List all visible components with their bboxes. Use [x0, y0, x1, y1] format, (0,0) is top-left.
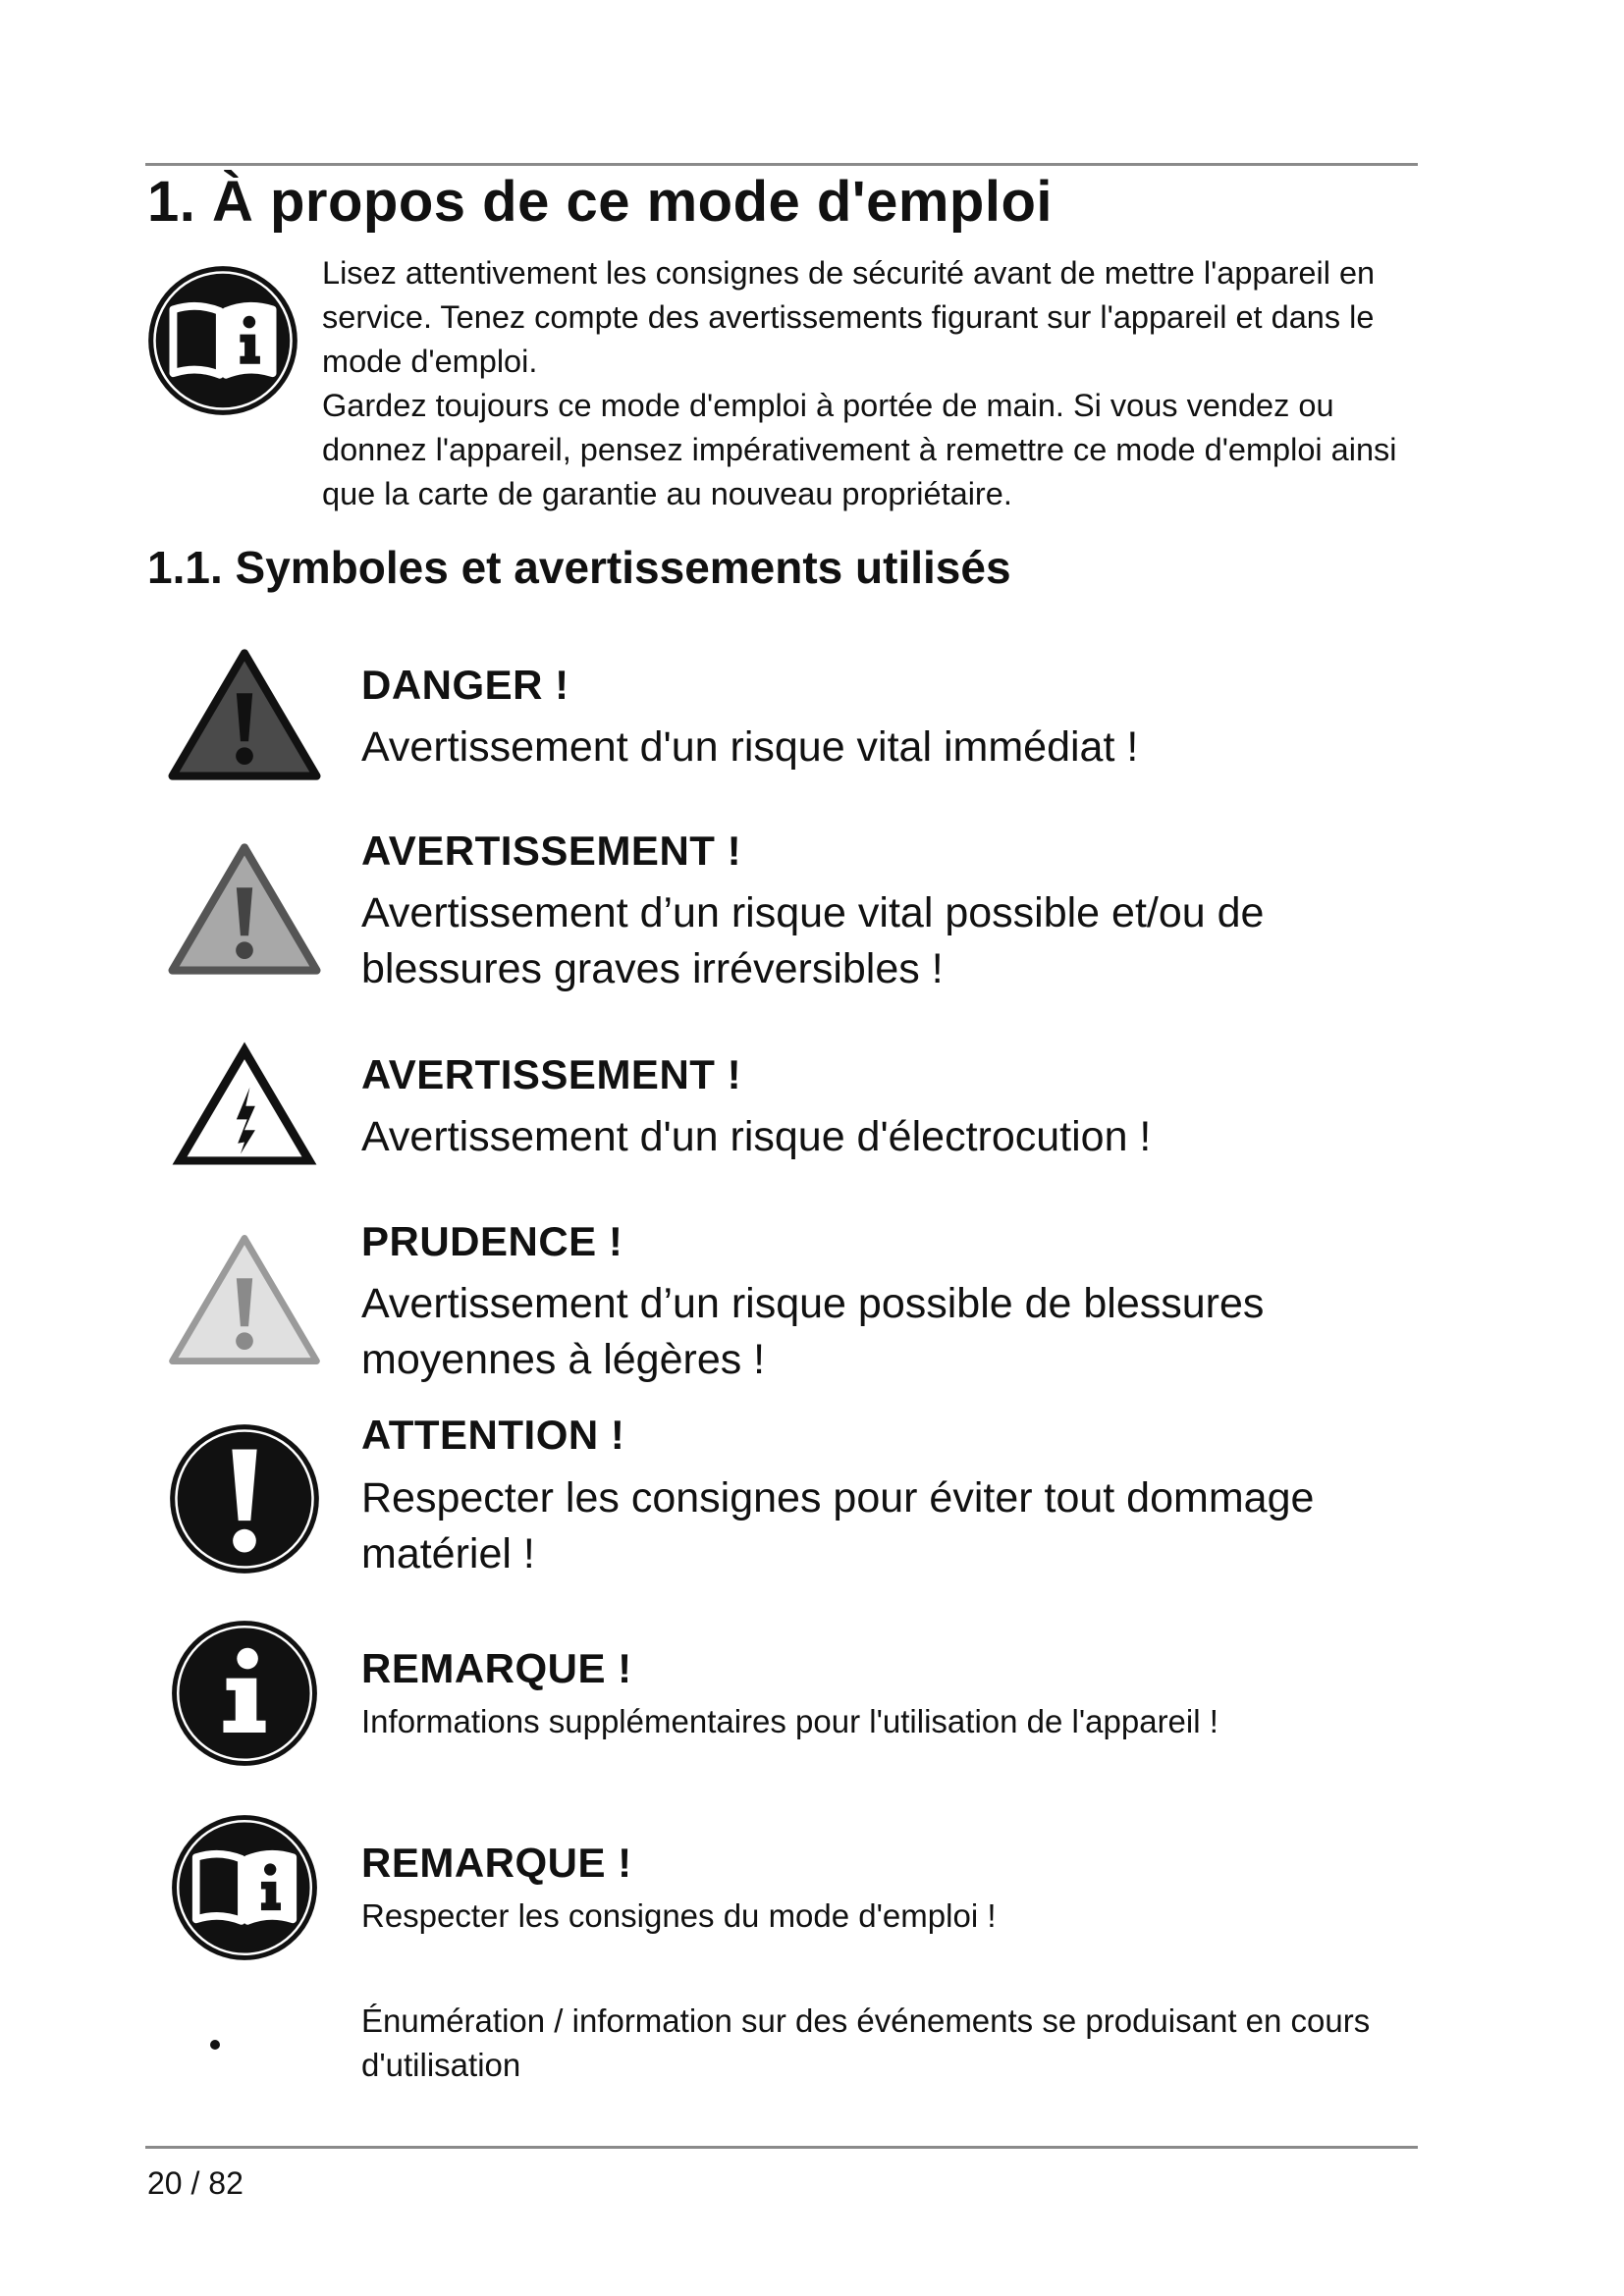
symbol-description: Informations supplémentaires pour l'utilisation de l'appareil ! — [361, 1703, 1218, 1739]
warning-triangle-icon — [167, 842, 322, 976]
section-title: 1.1. Symboles et avertissements utilisés — [147, 542, 1011, 593]
page-number: 20 / 82 — [147, 2165, 244, 2201]
symbol-title: REMARQUE ! — [361, 1645, 632, 1691]
symbol-title: AVERTISSEMENT ! — [361, 828, 742, 874]
caution-triangle-icon — [167, 1233, 322, 1366]
intro-text — [322, 251, 1422, 516]
symbol-description: Avertissement d’un risque vital possible et/ou de blessures graves irréversibles ! — [361, 889, 1265, 992]
symbol-title: DANGER ! — [361, 662, 569, 708]
symbol-title: ATTENTION ! — [361, 1412, 625, 1458]
top-rule — [145, 163, 1418, 166]
symbol-title: AVERTISSEMENT ! — [361, 1051, 742, 1097]
intro-paragraph: Gardez toujours ce mode d'emploi à portée de main. Si vous vendez ou donnez l'appareil, pensez impérativement à remettre ce mode d'emploi ainsi que la carte de garantie au nouveau propriétaire. — [322, 388, 1397, 511]
symbol-description: Respecter les consignes du mode d'emploi ! — [361, 1897, 997, 1934]
symbol-description: Avertissement d'un risque vital immédiat ! — [361, 723, 1139, 771]
symbol-description: Respecter les consignes pour éviter tout dommage matériel ! — [361, 1474, 1315, 1577]
electric-shock-triangle-icon — [167, 1037, 322, 1170]
manual-info-icon — [169, 1812, 320, 1963]
danger-triangle-icon — [167, 648, 322, 781]
bullet-dot-icon — [210, 2040, 220, 2050]
bullet-description: Énumération / information sur des événements se produisant en cours d'utilisation — [361, 2002, 1371, 2083]
info-circle-icon — [169, 1618, 320, 1769]
symbol-title: REMARQUE ! — [361, 1840, 632, 1886]
symbol-description: Avertissement d’un risque possible de blessures moyennes à légères ! — [361, 1280, 1265, 1383]
symbol-description: Avertissement d'un risque d'électrocution ! — [361, 1113, 1152, 1160]
attention-circle-icon — [167, 1421, 322, 1576]
page-title: 1. À propos de ce mode d'emploi — [147, 170, 1054, 234]
bottom-rule — [145, 2146, 1418, 2149]
symbol-title: PRUDENCE ! — [361, 1218, 623, 1264]
intro-paragraph: Lisez attentivement les consignes de sécurité avant de mettre l'appareil en service. Tenez compte des avertissements figurant sur l'appareil et dans le mode d'emploi. — [322, 255, 1376, 379]
manual-info-icon — [145, 263, 300, 418]
